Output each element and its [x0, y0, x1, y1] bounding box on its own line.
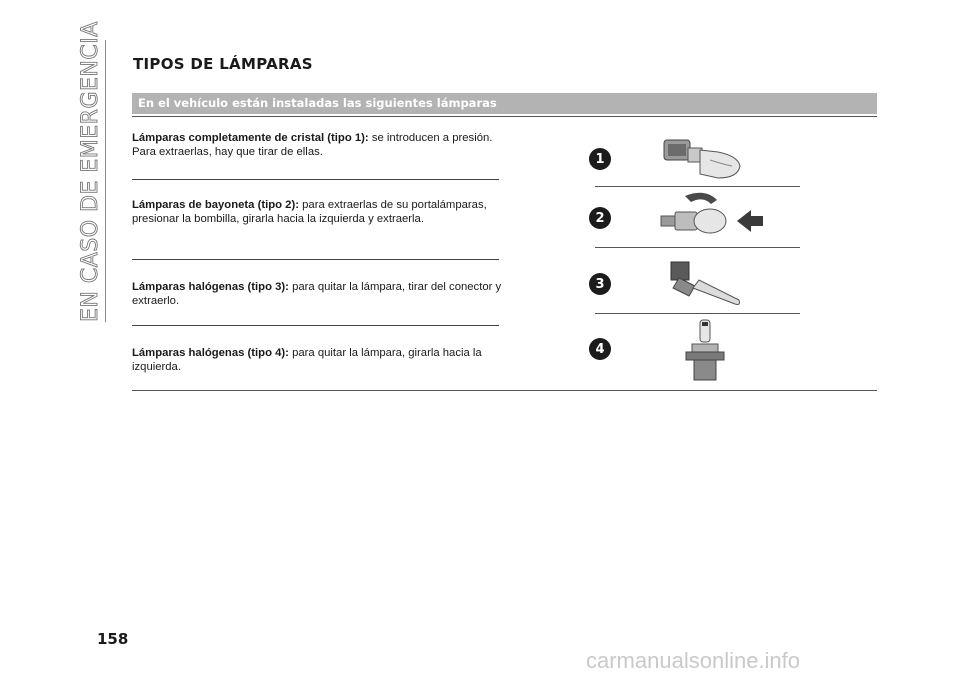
- lamp-item-4-text: para quitar la lámpara, girarla hacia la izquierda.: [132, 347, 482, 374]
- watermark: carmanualsonline.info: [586, 648, 801, 673]
- page-number: 158: [97, 630, 129, 648]
- lamp-item-1: [132, 131, 502, 159]
- lamp-item-4-heading: Lámparas halógenas (tipo 4):: [132, 347, 289, 359]
- lamp-item-3: [132, 280, 502, 308]
- lamp-item-2: [132, 198, 502, 226]
- intro-banner: [132, 93, 877, 114]
- lamp-number-2: 2: [589, 207, 611, 229]
- bottom-divider: [132, 390, 877, 391]
- item-divider: [132, 259, 499, 260]
- figure-divider: [595, 313, 800, 314]
- lamp-item-4: [132, 346, 502, 374]
- banner-text: En el vehículo están instaladas las siguientes lámparas: [138, 96, 497, 110]
- lamp-item-2-text: para extraerlas de su portalámparas, presionar la bombilla, girarla hacia la izquierda y extraerla.: [132, 199, 487, 226]
- section-side-title: EN CASO DE EMERGENCIA: [78, 21, 103, 322]
- bayonet-bulb-icon: [655, 190, 765, 244]
- glass-bulb-icon: [660, 134, 750, 186]
- lamp-item-1-heading: Lámparas completamente de cristal (tipo 1):: [132, 132, 369, 144]
- page-title: TIPOS DE LÁMPARAS: [133, 55, 313, 73]
- lamp-number-1: 1: [589, 148, 611, 170]
- lamp-item-1-text: se introducen a presión. Para extraerlas, hay que tirar de ellas.: [132, 132, 493, 159]
- side-divider: [105, 40, 106, 322]
- lamp-types-figure: [580, 128, 820, 386]
- halogen-bulb-icon: [665, 256, 755, 312]
- item-divider: [132, 325, 499, 326]
- item-divider: [132, 179, 499, 180]
- halogen-h-bulb-icon: [680, 318, 735, 382]
- lamp-number-3: 3: [589, 273, 611, 295]
- banner-divider: [132, 116, 877, 117]
- figure-divider: [595, 186, 800, 187]
- lamp-number-4: 4: [589, 338, 611, 360]
- lamp-item-2-heading: Lámparas de bayoneta (tipo 2):: [132, 199, 299, 211]
- lamp-item-3-text: para quitar la lámpara, tirar del conector y extraerlo.: [132, 281, 502, 308]
- lamp-item-3-heading: Lámparas halógenas (tipo 3):: [132, 281, 289, 293]
- figure-divider: [595, 247, 800, 248]
